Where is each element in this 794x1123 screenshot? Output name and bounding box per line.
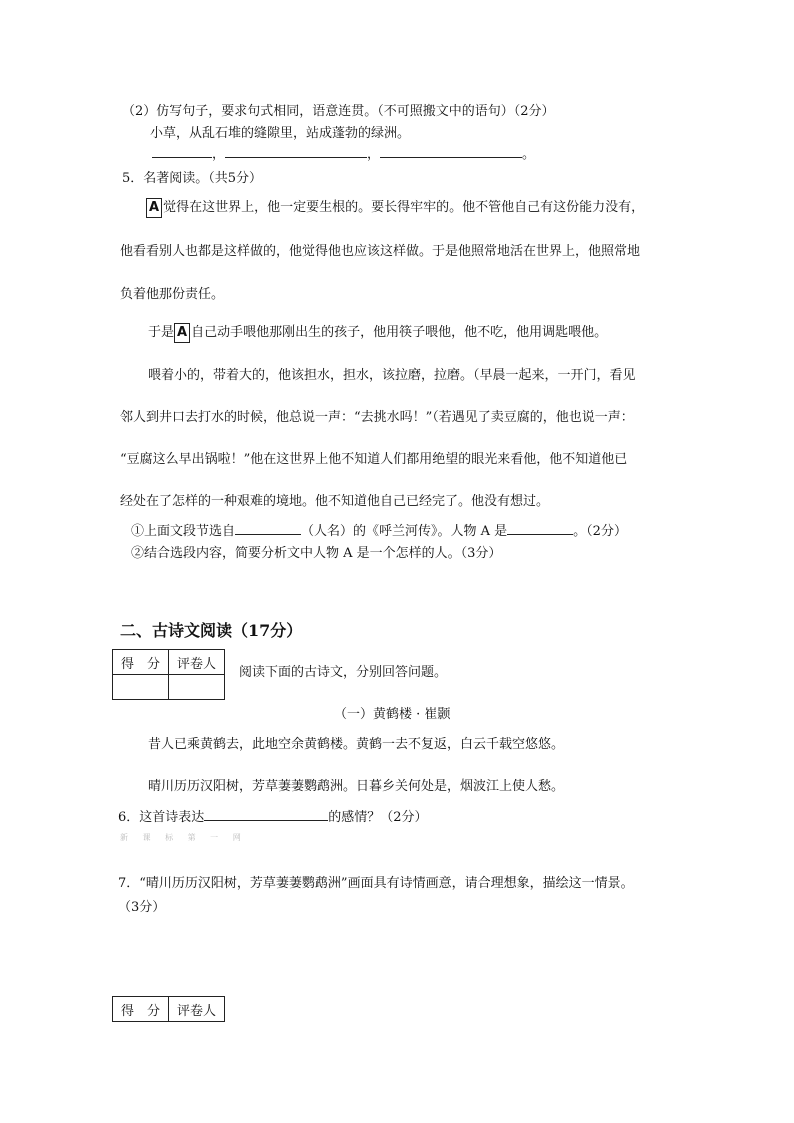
score-cell[interactable] xyxy=(113,675,169,700)
answer-blank[interactable] xyxy=(507,522,573,535)
q5-passage-line xyxy=(146,196,644,218)
q7-line: （3分） xyxy=(118,900,166,915)
poem-line: 晴川历历汉阳树，芳草萋萋鹦鹉洲。日暮乡关何处是，烟波江上使人愁。 xyxy=(148,779,565,794)
q5-passage-line: 邻人到井口去打水的时候，他总说一声：“去挑水吗！”（若遇见了卖豆腐的，他也说一声： xyxy=(120,410,634,425)
q5-passage-line: 他看看别人也都是这样做的，他觉得他也应该这样做。于是他照常地活在世界上，他照常地 xyxy=(120,244,641,259)
answer-blank[interactable] xyxy=(152,145,212,158)
poem-title: （一）黄鹤楼 · 崔颢 xyxy=(334,707,451,722)
comma: ， xyxy=(212,147,226,162)
q4-2-example: 小草，从乱石堆的缝隙里，站成蓬勃的绿洲。 xyxy=(150,126,411,141)
period: 。 xyxy=(522,147,536,162)
q6: 6．这首诗表达 的感情？（2分） xyxy=(118,810,428,825)
score-label: 得 分 xyxy=(113,650,169,675)
grader-label: 评卷人 xyxy=(169,997,225,1022)
q5-sub1: ①上面文段节选自 （人名）的《呼兰河传》。人物 A 是 。（2分） xyxy=(131,524,627,539)
grader-cell[interactable] xyxy=(169,675,225,700)
q5-passage-line: “豆腐这么早出锅啦！”他在这世界上他不知道人们都用绝望的眼光来看他，他不知道他已 xyxy=(120,452,628,467)
q5-title: 5．名著阅读。（共5分） xyxy=(122,171,263,186)
answer-blank[interactable] xyxy=(204,808,328,821)
q5-passage-line xyxy=(148,321,607,343)
score-table xyxy=(112,996,225,1022)
character-a-box: A xyxy=(174,323,190,343)
watermark: 新 课 标 第 一 网 xyxy=(120,833,247,842)
instruction: 阅读下面的古诗文，分别回答问题。 xyxy=(239,665,448,680)
answer-blank[interactable] xyxy=(225,145,367,158)
score-label: 得 分 xyxy=(113,997,169,1022)
q5-sub2: ②结合选段内容，简要分析文中人物 A 是一个怎样的人。（3分） xyxy=(131,546,502,561)
answer-blank[interactable] xyxy=(380,145,522,158)
q4-2-answer-line xyxy=(152,143,535,162)
poem-line: 昔人已乘黄鹤去，此地空余黄鹤楼。黄鹤一去不复返，白云千载空悠悠。 xyxy=(148,737,565,752)
q5-passage-line: 负着他那份责任。 xyxy=(120,287,225,302)
character-a-box: A xyxy=(146,198,162,218)
q5-passage-line: 喂着小的，带着大的，他该担水，担水，该拉磨，拉磨。（早晨一起来，一开门，看见 xyxy=(148,368,636,383)
passage-text: 自己动手喂他那刚出生的孩子，他用筷子喂他，他不吃，他用调匙喂他。 xyxy=(191,325,608,340)
q7-line: 7．“晴川历历汉阳树，芳草萋萋鹦鹉洲”画面具有诗情画意，请合理想象，描绘这一情景。 xyxy=(118,876,634,891)
passage-text: 于是 xyxy=(148,325,175,340)
score-table xyxy=(112,649,225,700)
q5-passage-line: 经处在了怎样的一种艰难的境地。他不知道他自己已经完了。他没有想过。 xyxy=(120,494,550,509)
q4-2-prompt: （2）仿写句子，要求句式相同，语意连贯。（不可照搬文中的语句）（2分） xyxy=(122,104,555,119)
comma: ， xyxy=(367,147,381,162)
answer-blank[interactable] xyxy=(235,522,301,535)
passage-text: 觉得在这世界上，他一定要生根的。要长得牢牢的。他不管他自己有这份能力没有， xyxy=(163,200,645,215)
section-heading: 二、古诗文阅读（17分） xyxy=(120,621,303,640)
grader-label: 评卷人 xyxy=(169,650,225,675)
